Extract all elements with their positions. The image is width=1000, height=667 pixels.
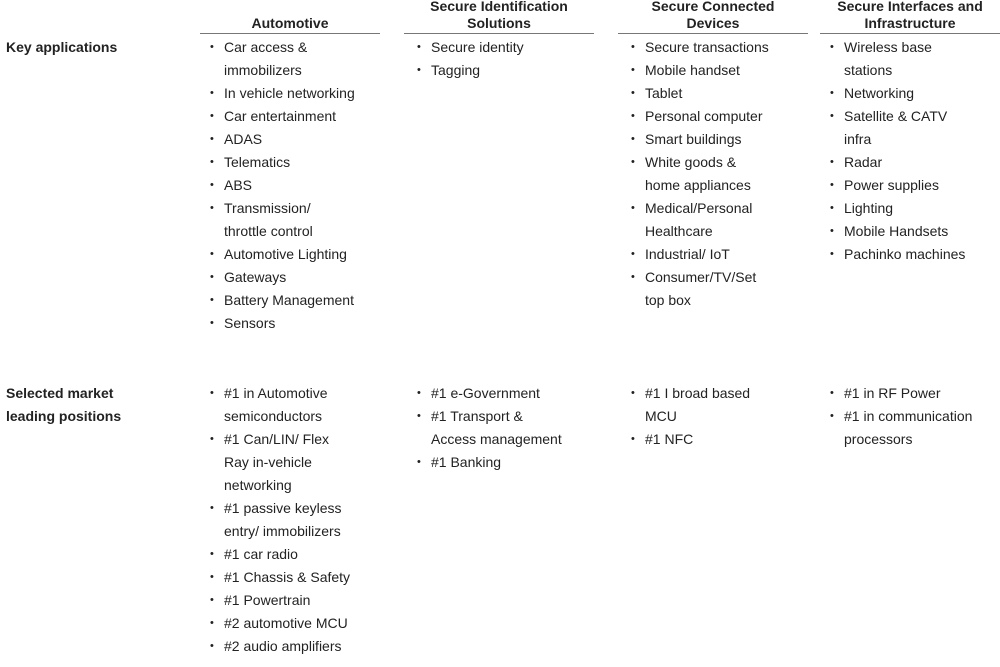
list-item: • #1 Powertrain [206,589,396,612]
cell-connected-devices-applications [627,36,817,312]
list-item: • Networking [826,82,998,105]
list-item: • #1 Can/LIN/ Flex Ray in-vehicle networking [206,428,396,497]
list-item: • #1 in communication processors [826,405,998,451]
column-header-secure-interfaces [820,0,1000,34]
list-item: • Car access & immobilizers [206,36,396,82]
list-item: • #1 e-Government [413,382,603,405]
column-header-label: Secure Interfaces and Infrastructure [837,0,983,31]
list-item: • Lighting [826,197,998,220]
list-item: • #1 passive keyless entry/ immobilizers [206,497,396,543]
list-item: • Car entertainment [206,105,396,128]
cell-interfaces-applications [826,36,998,266]
list-item: • Personal computer [627,105,817,128]
column-header-label: Secure Connected Devices [651,0,775,31]
list-item: • Pachinko machines [826,243,998,266]
cell-automotive-positions [206,382,396,658]
row-label-key-applications: Key applications [6,39,118,55]
list-item: • Power supplies [826,174,998,197]
list-item: • Tablet [627,82,817,105]
list-item: • Secure identity [413,36,603,59]
list-item: • In vehicle networking [206,82,396,105]
row-label-market-positions: Selected market leading positions [6,385,122,424]
list-item: • Telematics [206,151,396,174]
list-item: • #1 Transport & Access management [413,405,603,451]
list-item: • Mobile Handsets [826,220,998,243]
list-item: • #1 Chassis & Safety [206,566,396,589]
cell-secure-id-positions [413,382,603,474]
list-item: • Mobile handset [627,59,817,82]
list-item: • #1 in RF Power [826,382,998,405]
list-item: • Transmission/ throttle control [206,197,396,243]
list-item: • #2 audio amplifiers [206,635,396,658]
cell-connected-devices-positions [627,382,817,451]
list-item: • Battery Management [206,289,396,312]
list-item: • ABS [206,174,396,197]
column-header-label: Secure Identification Solutions [430,0,568,31]
list-item: • #1 Banking [413,451,603,474]
cell-secure-id-applications [413,36,603,82]
list-item: • Automotive Lighting [206,243,396,266]
list-item: • Tagging [413,59,603,82]
list-item: • #1 in Automotive semiconductors [206,382,396,428]
column-header-automotive [200,0,380,34]
list-item: • Satellite & CATV infra [826,105,998,151]
cell-interfaces-positions [826,382,998,451]
list-item: • Secure transactions [627,36,817,59]
column-header-secure-identification [404,0,594,34]
list-item: • ADAS [206,128,396,151]
list-item: • Consumer/TV/Set top box [627,266,817,312]
list-item: • Sensors [206,312,396,335]
list-item: • #1 car radio [206,543,396,566]
list-item: • Medical/Personal Healthcare [627,197,817,243]
list-item: • #2 automotive MCU [206,612,396,635]
list-item: • #1 NFC [627,428,817,451]
cell-automotive-applications [206,36,396,335]
column-header-label: Automotive [251,15,329,31]
list-item: • Gateways [206,266,396,289]
list-item: • Wireless base stations [826,36,998,82]
list-item: • Radar [826,151,998,174]
list-item: • White goods & home appliances [627,151,817,197]
list-item: • Smart buildings [627,128,817,151]
list-item: • Industrial/ IoT [627,243,817,266]
column-header-secure-connected-devices [618,0,808,34]
list-item: • #1 I broad based MCU [627,382,817,428]
